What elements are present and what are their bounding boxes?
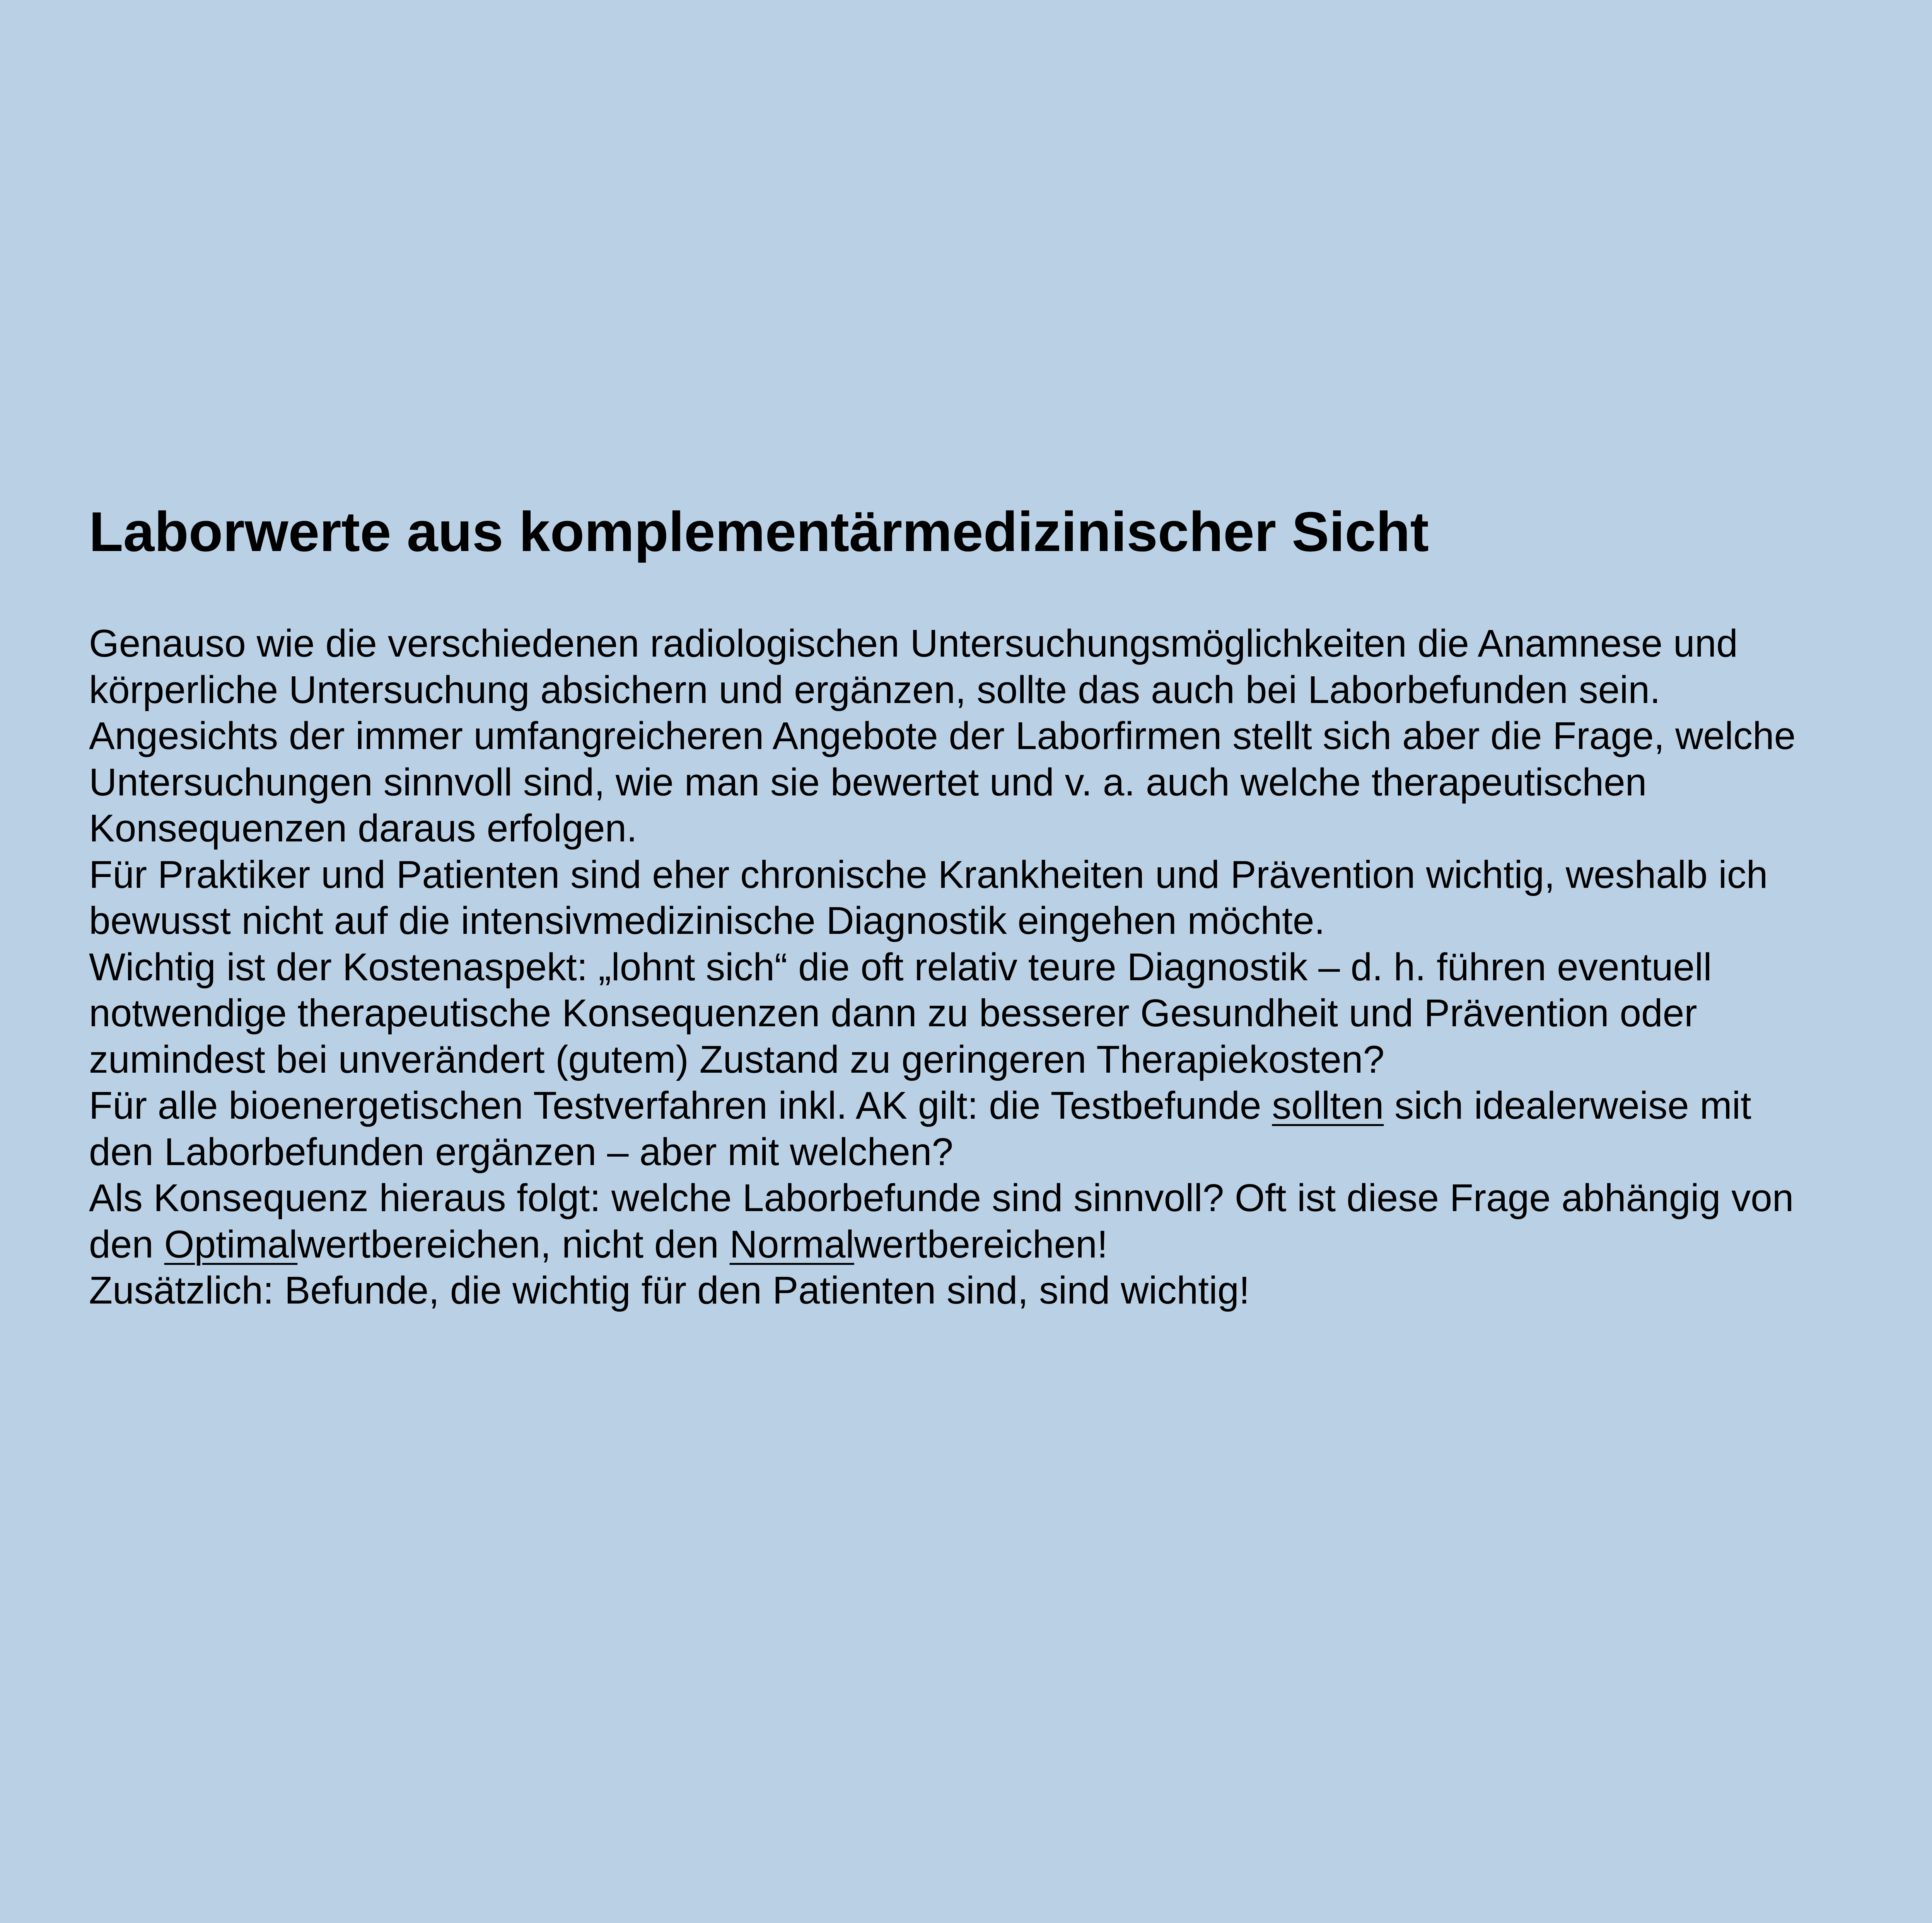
body-line: Untersuchungen sinnvoll sind, wie man sie bewertet und v. a. auch welche therapeutischen bbox=[89, 760, 1647, 804]
body-line: bewusst nicht auf die intensivmedizinische Diagnostik eingehen möchte. bbox=[89, 899, 1325, 942]
body-line: Wichtig ist der Kostenaspekt: „lohnt sich“ die oft relativ teure Diagnostik – d. h. führen eventuell bbox=[89, 945, 1712, 989]
document-content bbox=[89, 499, 1876, 1312]
body-line bbox=[89, 1083, 1876, 1129]
body-text: sich idealerweise mit bbox=[1384, 1084, 1751, 1127]
body-text: wertbereichen! bbox=[854, 1222, 1108, 1266]
body-text: den bbox=[89, 1222, 164, 1266]
body-text: wertbereichen, nicht den bbox=[297, 1222, 730, 1266]
body-line: den Laborbefunden ergänzen – aber mit welchen? bbox=[89, 1130, 953, 1174]
underlined-word: Normal bbox=[729, 1222, 854, 1266]
body-line: Genauso wie die verschiedenen radiologischen Untersuchungsmöglichkeiten die Anamnese und bbox=[89, 622, 1738, 665]
body-line: Konsequenzen daraus erfolgen. bbox=[89, 807, 637, 850]
document-title: Laborwerte aus komplementärmedizinischer Sicht bbox=[89, 500, 1429, 563]
body-line: körperliche Untersuchung absichern und ergänzen, sollte das auch bei Laborbefunden sein. bbox=[89, 668, 1661, 712]
body-line-cut-off: Zusätzlich: Befunde, die wichtig für den Patienten sind, sind wichtig! bbox=[89, 1269, 1250, 1312]
body-line: zumindest bei unverändert (gutem) Zustand zu geringeren Therapiekosten? bbox=[89, 1037, 1385, 1081]
underlined-word: Optimal bbox=[164, 1222, 298, 1266]
document-body bbox=[89, 621, 1876, 1312]
body-line: notwendige therapeutische Konsequenzen dann zu besserer Gesundheit und Prävention oder bbox=[89, 991, 1697, 1035]
body-line: Für Praktiker und Patienten sind eher chronische Krankheiten und Prävention wichtig, weshalb ich bbox=[89, 853, 1768, 896]
body-text: Für alle bioenergetischen Testverfahren inkl. AK gilt: die Testbefunde bbox=[89, 1084, 1272, 1127]
body-line bbox=[89, 1222, 1876, 1268]
body-line: Als Konsequenz hieraus folgt: welche Laborbefunde sind sinnvoll? Oft ist diese Frage abhängig von bbox=[89, 1176, 1794, 1220]
body-line: Angesichts der immer umfangreicheren Angebote der Laborfirmen stellt sich aber die Frage, welche bbox=[89, 714, 1796, 758]
underlined-word: sollten bbox=[1272, 1084, 1384, 1127]
